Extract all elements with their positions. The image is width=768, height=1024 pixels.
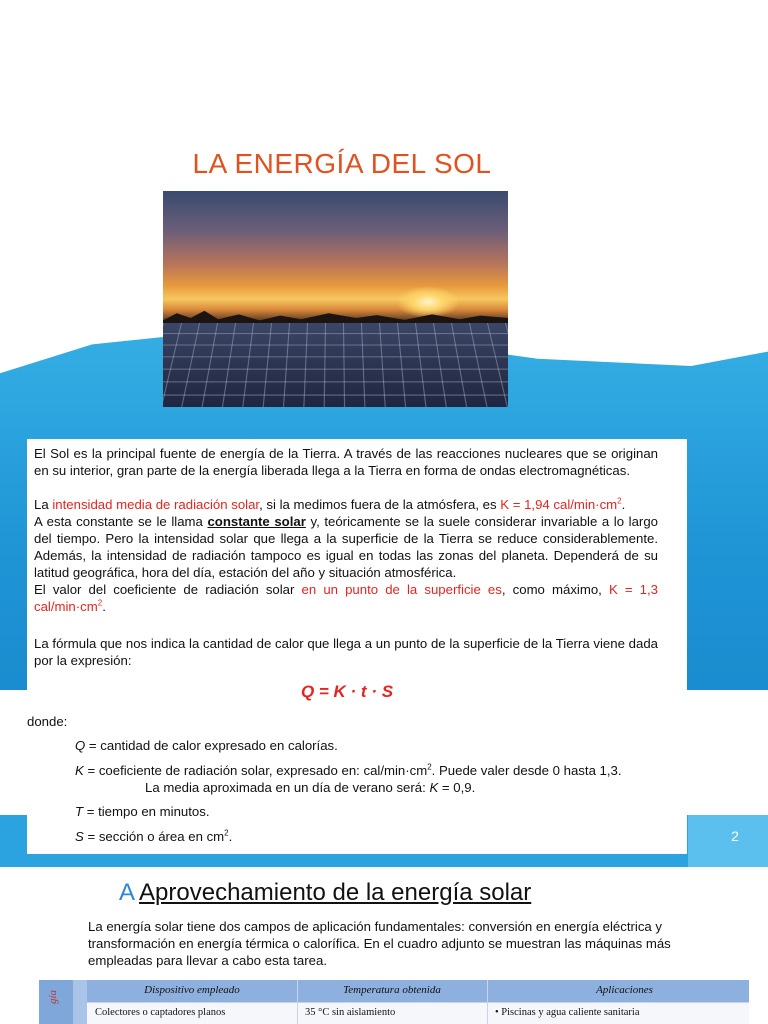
donde-label: donde:: [27, 714, 68, 729]
definition-k-average: La media aproximada en un día de verano será: K = 0,9.: [145, 780, 476, 795]
page-number: 2: [731, 828, 739, 844]
sun-glow: [398, 287, 458, 317]
section-letter: A: [119, 879, 134, 906]
table-header-device: Dispositivo empleado: [144, 984, 240, 996]
table-header-applications: Aplicaciones: [596, 984, 653, 996]
table-header-row: [87, 980, 749, 1002]
definition-t: T = tiempo en minutos.: [75, 804, 210, 819]
table-cell-applications: • Piscinas y agua caliente sanitaria: [495, 1007, 640, 1018]
solar-constant-term: constante solar: [207, 514, 306, 529]
surface-coefficient-value: K = 1,3 cal/$\min\cdot cm^2$: [34, 582, 659, 614]
table-side-subcolumn: [73, 980, 87, 1024]
paragraph-intro: El Sol es la principal fuente de energía de la Tierra. A través de las reacciones nucleares que se originan en su interior, gran parte de la energía liberada llega a la Tierra en forma de ondas electromagnéticas.: [34, 446, 658, 478]
solar-panels-sunset-photo: [163, 191, 508, 407]
paragraph-formula-intro: La fórmula que nos indica la cantidad de calor que llega a un punto de la superficie de la Tierra viene dada por la expresión:: [34, 636, 658, 668]
slide-title: LA ENERGÍA DEL SOL: [192, 148, 492, 179]
solar-constant-value: K = 1,94 cal/$\min\cdot cm^2$: [500, 496, 622, 512]
section-heading: [119, 879, 531, 907]
content-text-panel: [27, 439, 687, 854]
table-divider: [297, 980, 298, 1024]
heat-formula: Q = K · t · S: [300, 682, 394, 701]
definition-q: Q = cantidad de calor expresado en calorías.: [75, 738, 338, 753]
table-side-column: [39, 980, 73, 1024]
solar-panel-field: [163, 323, 508, 407]
solar-devices-table: [39, 980, 749, 1024]
paragraph-intensity: La intensidad media de radiación solar, si la medimos fuera de la atmósfera, es K = 1,94 cal/$\min\cdot cm^2$.: [34, 496, 626, 512]
table-row: [87, 1002, 749, 1024]
section-title: Aprovechamiento de la energía solar: [139, 879, 532, 906]
definition-s: S = sección o área en $cm^2$.: [75, 828, 233, 844]
intensity-highlight: intensidad media de radiación solar: [52, 497, 260, 512]
section-body: La energía solar tiene dos campos de aplicación fundamentales: conversión en energía eléctrica y transformación en energía térmica o calorífica. En el cuadro adjunto se muestran las máquinas más empleadas para llevar a cabo esta tarea.: [88, 919, 671, 968]
surface-highlight: en un punto de la superficie es: [301, 582, 502, 597]
definition-k: K = coeficiente de radiación solar, expresado en: cal/$\min\cdot cm^2$. Puede valer desde 0 hasta 1,3.: [75, 762, 622, 778]
table-cell-temperature: 35 °C sin aislamiento: [305, 1007, 396, 1018]
table-side-label: gía: [47, 989, 59, 1004]
section-panel: [27, 873, 741, 1024]
table-divider: [487, 980, 488, 1024]
paragraph-solar-constant: A esta constante se le llama constante solar y, teóricamente se la suele considerar invariable a lo largo del tiempo. Pero la intensidad solar que llega a la superficie de la Tierra se reduce considerablemente. Además, la intensidad de radiación tampoco es igual en todas las zonas del planeta. Dependerá de su latitud geográfica, hora del día, estación del año y situación atmosférica.: [34, 514, 658, 580]
table-cell-device: Colectores o captadores planos: [95, 1007, 226, 1018]
table-header-temperature: Temperatura obtenida: [343, 984, 441, 996]
paragraph-coefficient: El valor del coeficiente de radiación solar en un punto de la superficie es, como máximo, K = 1,3 cal/$\min\cdot cm^2$.: [34, 582, 659, 614]
